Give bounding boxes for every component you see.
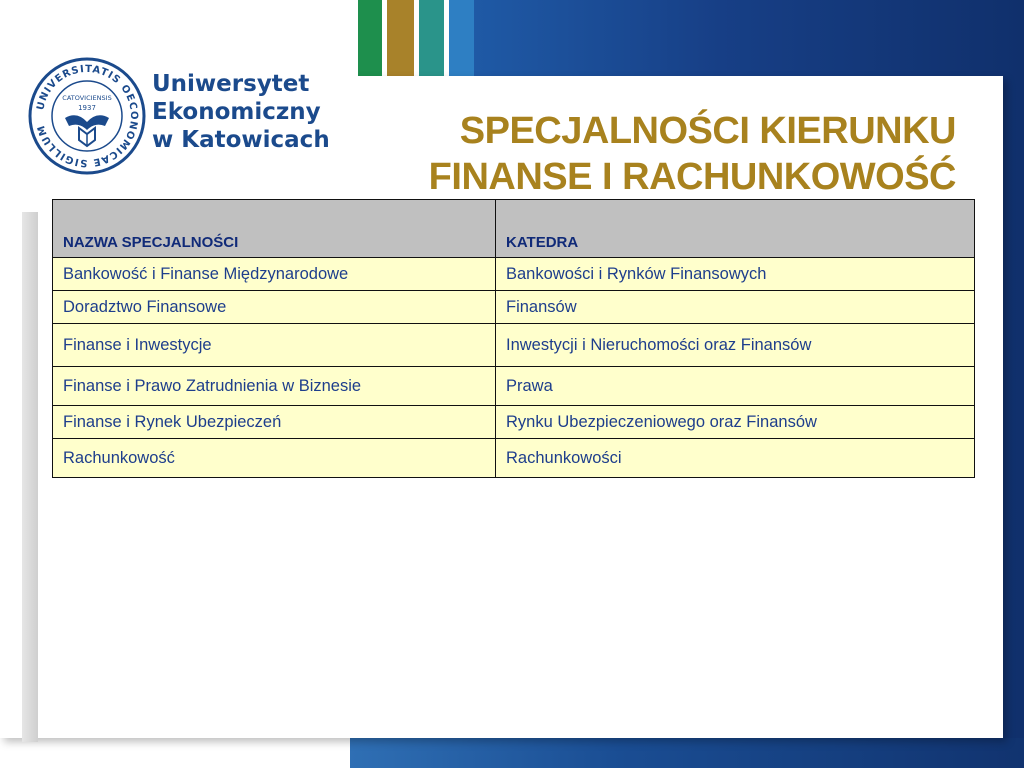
stripe-green: [358, 0, 382, 78]
university-seal-icon: [27, 56, 147, 176]
department-cell: Rynku Ubezpieczeniowego oraz Finansów: [496, 406, 975, 439]
department-cell: Bankowości i Rynków Finansowych: [496, 258, 975, 291]
stripe-teal: [419, 0, 444, 78]
table-row: [53, 291, 975, 324]
stripe-blue: [449, 0, 474, 78]
table-row: [53, 406, 975, 439]
column-header-specialization: NAZWA SPECJALNOŚCI: [53, 200, 496, 258]
table-row: [53, 324, 975, 367]
svg-text:UNIVERSITATIS OECONOMICAE SIGI: [35, 64, 139, 168]
background-blue-bottom: [350, 738, 1024, 768]
specialization-cell: Finanse i Prawo Zatrudnienia w Biznesie: [53, 367, 496, 406]
specializations-table: [52, 199, 975, 478]
department-cell: Finansów: [496, 291, 975, 324]
panel-left-shadow: [22, 212, 38, 742]
university-name: [152, 70, 330, 154]
specialization-cell: Finanse i Inwestycje: [53, 324, 496, 367]
slide-title-line: FINANSE I RACHUNKOWOŚĆ: [428, 156, 956, 198]
table-row: [53, 439, 975, 478]
slide-title: [429, 108, 956, 200]
specialization-cell: Doradztwo Finansowe: [53, 291, 496, 324]
seal-center-text: CATOVICIENSIS: [62, 94, 112, 102]
specialization-cell: Rachunkowość: [53, 439, 496, 478]
department-cell: Rachunkowości: [496, 439, 975, 478]
stripe-gold: [387, 0, 414, 78]
seal-year: 1937: [78, 104, 96, 112]
department-cell: Inwestycji i Nieruchomości oraz Finansów: [496, 324, 975, 367]
table-header-row: [53, 200, 975, 258]
university-name-line: w Katowicach: [152, 127, 330, 153]
table-row: [53, 258, 975, 291]
university-name-line: Uniwersytet: [152, 71, 310, 97]
specialization-cell: Bankowość i Finanse Międzynarodowe: [53, 258, 496, 291]
column-header-department: KATEDRA: [496, 200, 975, 258]
specialization-cell: Finanse i Rynek Ubezpieczeń: [53, 406, 496, 439]
slide-title-line: SPECJALNOŚCI KIERUNKU: [459, 110, 956, 152]
university-name-line: Ekonomiczny: [152, 99, 321, 125]
seal-ring-text: UNIVERSITATIS OECONOMICAE SIGILLUM: [35, 63, 140, 169]
table-row: [53, 367, 975, 406]
department-cell: Prawa: [496, 367, 975, 406]
